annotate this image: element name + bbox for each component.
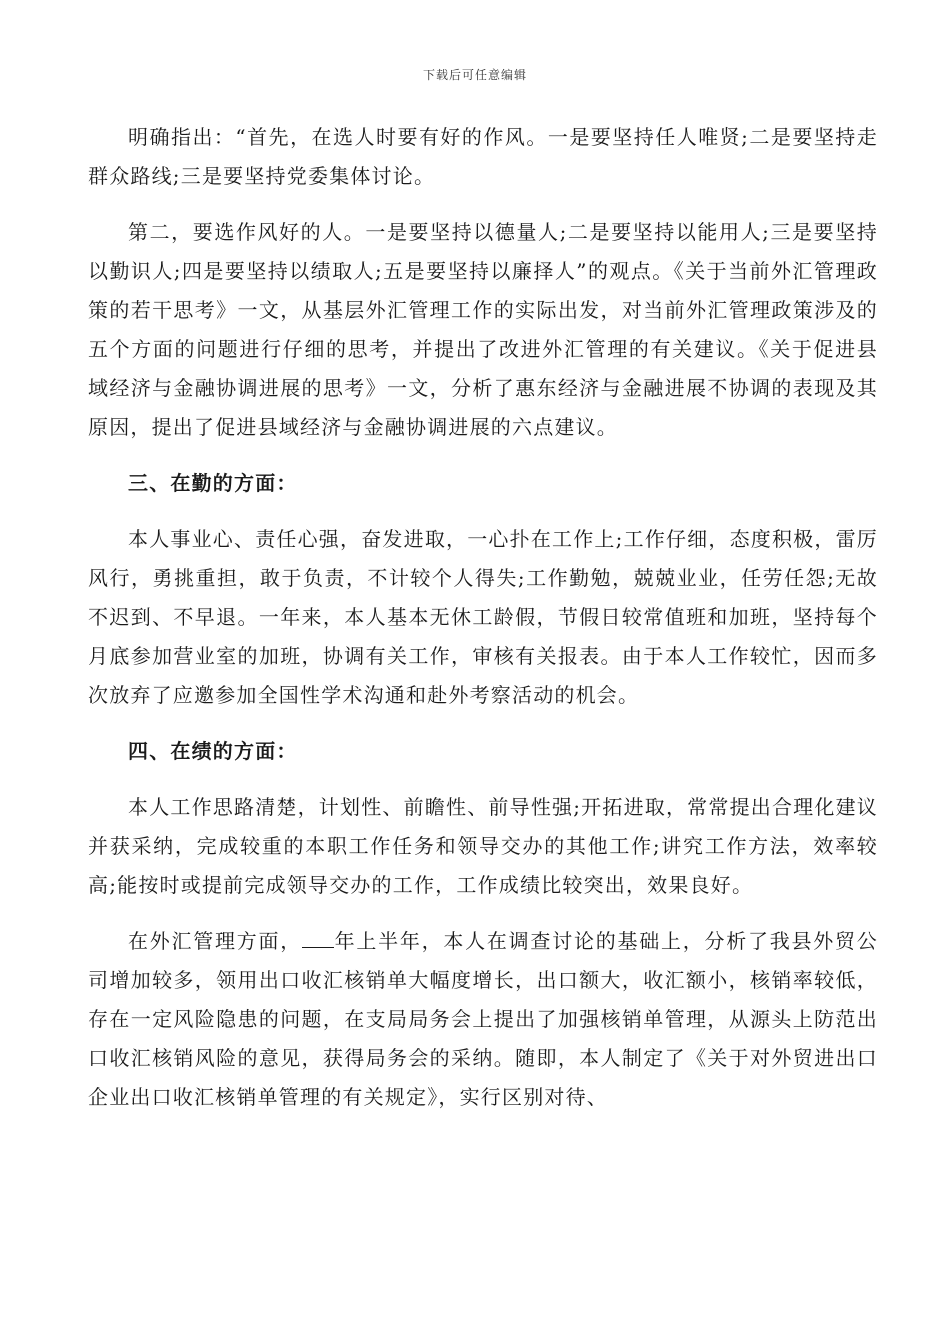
paragraph-forex-management (88, 922, 878, 1117)
paragraph-forex-body: 年上半年，本人在调查讨论的基础上，分析了我县外贸公司增加较多，领用出口收汇核销单大幅度增长，出口额大，收汇额小，核销率较低，存在一定风险隐患的问题，在支局局务会上提出了加强核销单管理，从源头上防范出口收汇核销风险的意见，获得局务会的采纳。随即，本人制定了《关于对外贸进出口企业出口收汇核销单管理的有关规定》，实行区别对待、 (88, 929, 878, 1109)
paragraph-selection-criteria: 第二，要选作风好的人。一是要坚持以德量人;二是要坚持以能用人;三是要坚持以勤识人;四是要坚持以绩取人;五是要坚持以廉择人”的观点。《关于当前外汇管理政策的若干思考》一文，从基层外汇管理工作的实际出发，对当前外汇管理政策涉及的五个方面的问题进行仔细的思考，并提出了改进外汇管理的有关建议。《关于促进县域经济与金融协调进展的思考》一文，分析了惠东经济与金融进展不协调的表现及其原因，提出了促进县域经济与金融协调进展的六点建议。 (88, 220, 878, 439)
section-heading-performance: 四、在绩的方面： (128, 739, 298, 763)
year-blank-underline (302, 927, 334, 948)
paragraph-diligence: 本人事业心、责任心强，奋发进取，一心扑在工作上;工作仔细，态度积极，雷厉风行，勇挑重担，敢于负责，不计较个人得失;工作勤勉，兢兢业业，任劳任怨;无故不迟到、不早退。一年来，本人基本无休工龄假，节假日较常值班和加班，坚持每个月底参加营业室的加班，协调有关工作，审核有关报表。由于本人工作较忙，因而多次放弃了应邀参加全国性学术沟通和赴外考察活动的机会。 (88, 527, 878, 707)
page-header: 下载后可任意编辑 (422, 68, 527, 82)
paragraph-selection-principles: 明确指出：“首先，在选人时要有好的作风。一是要坚持任人唯贤;二是要坚持走群众路线;三是要坚持党委集体讨论。 (88, 125, 878, 188)
document-body (88, 118, 878, 1117)
paragraph-forex-intro: 在外汇管理方面， (128, 929, 303, 953)
section-heading-diligence: 三、在勤的方面： (128, 471, 298, 495)
paragraph-performance: 本人工作思路清楚，计划性、前瞻性、前导性强;开拓进取，常常提出合理化建议并获采纳，完成较重的本职工作任务和领导交办的其他工作;讲究工作方法，效率较高;能按时或提前完成领导交办的工作，工作成绩比较突出，效果良好。 (88, 795, 878, 897)
